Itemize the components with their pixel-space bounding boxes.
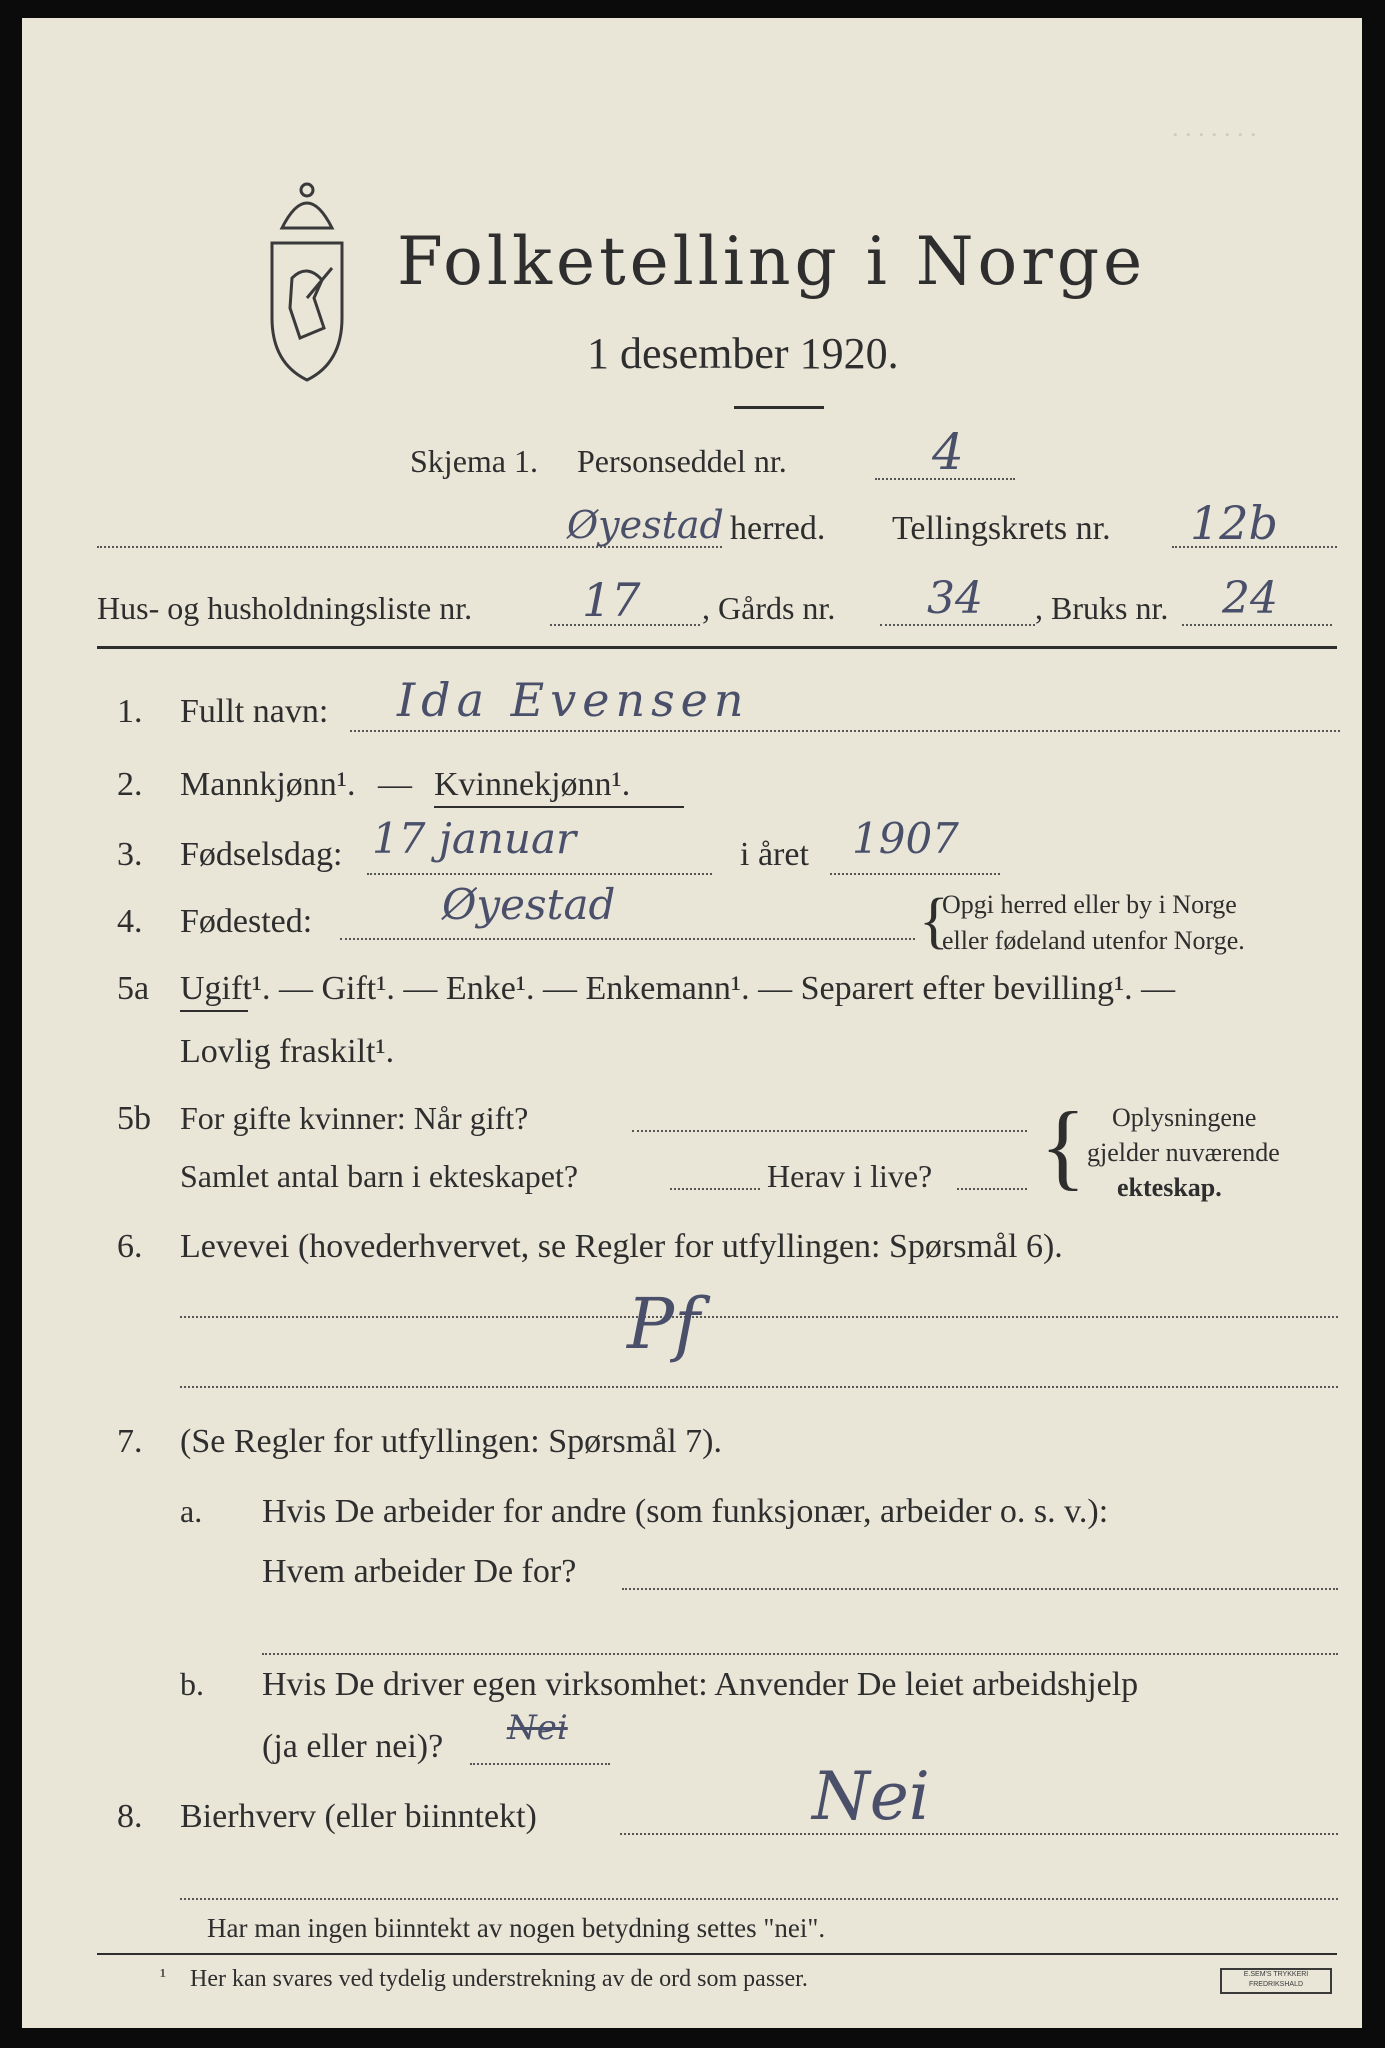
q4-label: Fødested: [180, 903, 313, 940]
q7a-line2: Hvem arbeider De for? [262, 1553, 577, 1590]
q3-day-value: 17 januar [372, 814, 577, 863]
show-through-text: . . . . . . . [1172, 113, 1257, 142]
q5b-live-line [957, 1188, 1027, 1190]
q5b-line2b: Herav i live? [767, 1158, 933, 1194]
q5a-ugift-underline [180, 1010, 248, 1012]
bruks-line [1182, 624, 1332, 626]
q7a-letter: a. [180, 1493, 203, 1529]
q3-number: 3. [117, 836, 143, 873]
herred-label: herred. [730, 510, 826, 547]
q5b-note2: gjelder nuværende [1087, 1138, 1280, 1167]
form-title: Folketelling i Norge [397, 223, 1147, 300]
q3-year-value: 1907 [852, 814, 959, 863]
biinntekt-note: Har man ingen biinntekt av nogen betydning settes "nei". [207, 1913, 826, 1943]
q4-note-bracket: { [919, 887, 949, 955]
personseddel-value: 4 [932, 423, 964, 481]
q8-line2 [180, 1898, 1338, 1900]
q2-female-underline [434, 806, 684, 808]
q7b-line2: (ja eller nei)? [262, 1728, 444, 1765]
q5b-line1: For gifte kvinner: Når gift? [180, 1100, 529, 1136]
gards-label: , Gårds nr. [702, 590, 836, 626]
q2-number: 2. [117, 766, 143, 803]
title-underline [734, 406, 824, 409]
footnote-divider [97, 1953, 1337, 1955]
q1-number: 1. [117, 693, 143, 730]
header-divider [97, 646, 1337, 649]
q6-value: Pf [627, 1283, 701, 1365]
q1-label: Fullt navn: [180, 693, 329, 730]
q5b-gift-line [632, 1130, 1027, 1132]
q4-note-line2: eller fødeland utenfor Norge. [942, 926, 1245, 955]
bruks-label: , Bruks nr. [1035, 590, 1169, 626]
krets-value: 12b [1190, 496, 1278, 550]
q6-number: 6. [117, 1228, 143, 1265]
q7a-line-answer1 [622, 1588, 1338, 1590]
personseddel-label: Personseddel nr. [577, 443, 787, 479]
q6-line1 [180, 1316, 1338, 1318]
printer-stamp-text: E.SEM'S TRYKKERI FREDRIKSHALD [1243, 1971, 1309, 1988]
q2-dash: — [378, 766, 412, 803]
schema-label: Skjema 1. [410, 443, 538, 479]
q6-label: Levevei (hovederhvervet, se Regler for utfyllingen: Spørsmål 6). [180, 1228, 1063, 1265]
footnote-text: Her kan svares ved tydelig understrekning av de ord som passer. [190, 1966, 808, 1992]
husliste-label: Hus- og husholdningsliste nr. [97, 590, 473, 626]
census-date: 1 desember 1920. [587, 329, 899, 378]
bruks-value: 24 [1222, 573, 1278, 624]
q7a-line1: Hvis De arbeider for andre (som funksjonær, arbeider o. s. v.): [262, 1493, 1109, 1530]
q8-value: Nei [812, 1758, 930, 1835]
q7b-value: Nei [507, 1708, 568, 1748]
q2-female: Kvinnekjønn¹. [434, 766, 631, 803]
q6-line2 [180, 1386, 1338, 1388]
herred-value: Øyestad [567, 503, 724, 547]
q3-year-label: i året [740, 836, 809, 873]
q5b-line2a: Samlet antal barn i ekteskapet? [180, 1158, 579, 1194]
q1-value: Ida Evensen [397, 673, 750, 727]
q1-line [350, 730, 1340, 732]
q7b-answer-line [470, 1763, 610, 1765]
q4-line [340, 938, 915, 940]
q3-label: Fødselsdag: [180, 836, 343, 873]
footnote-mark: ¹ [160, 1965, 166, 1987]
q8-label: Bierhverv (eller biinntekt) [180, 1798, 537, 1835]
q7b-letter: b. [180, 1666, 204, 1702]
gards-line [880, 624, 1035, 626]
q5a-line1: Ugift¹. — Gift¹. — Enke¹. — Enkemann¹. — Separert efter bevilling¹. — [180, 970, 1176, 1007]
q3-year-line [830, 873, 1000, 875]
q4-value: Øyestad [442, 880, 616, 929]
norwegian-coat-of-arms-icon [252, 168, 362, 388]
q5b-barn-line [670, 1188, 760, 1190]
census-form [22, 18, 1362, 2028]
printer-stamp [1220, 1968, 1332, 1994]
q5b-note3: ekteskap. [1117, 1173, 1222, 1202]
q7b-line1: Hvis De driver egen virksomhet: Anvender De leiet arbeidshjelp [262, 1666, 1139, 1703]
husliste-value: 17 [582, 573, 641, 627]
q4-note-line1: Opgi herred eller by i Norge [942, 890, 1237, 919]
q5b-note-bracket: { [1040, 1092, 1087, 1199]
q2-male: Mannkjønn¹. [180, 766, 356, 803]
q5a-number: 5a [117, 970, 150, 1007]
q8-line1 [620, 1833, 1338, 1835]
q5b-note1: Oplysningene [1112, 1103, 1257, 1132]
q5b-number: 5b [117, 1100, 151, 1137]
q3-day-line [367, 873, 712, 875]
gards-value: 34 [927, 573, 983, 624]
q5a-line2: Lovlig fraskilt¹. [180, 1033, 395, 1070]
q4-number: 4. [117, 903, 143, 940]
q8-number: 8. [117, 1798, 143, 1835]
krets-label: Tellingskrets nr. [892, 510, 1111, 547]
q7-label: (Se Regler for utfyllingen: Spørsmål 7). [180, 1423, 723, 1460]
q7a-line-answer2 [262, 1653, 1338, 1655]
q7-number: 7. [117, 1423, 143, 1460]
